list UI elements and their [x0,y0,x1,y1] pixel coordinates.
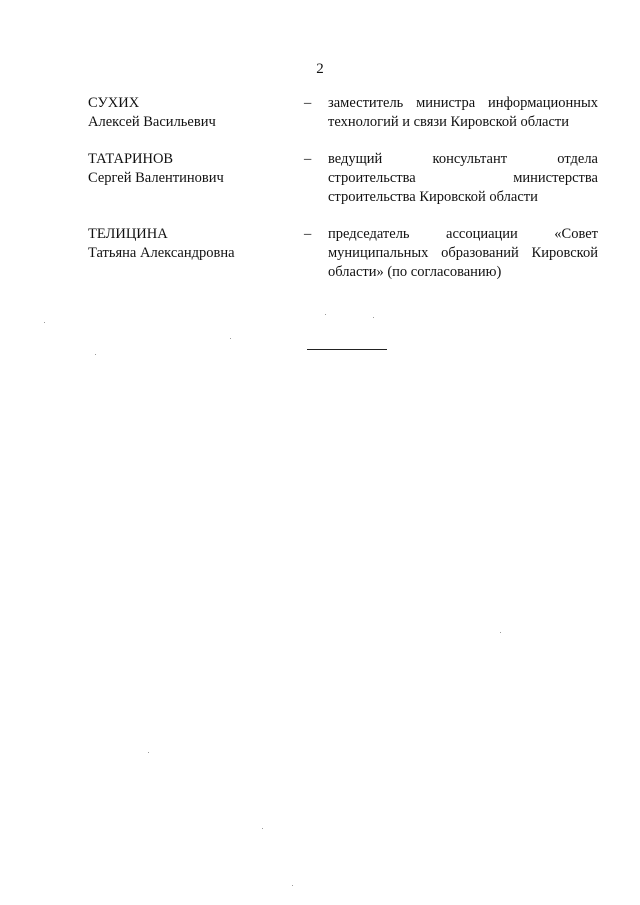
end-of-list-rule [307,349,387,350]
separator-dash: – [304,151,312,167]
member-surname: ТАТАРИНОВ [88,151,174,167]
member-name [88,225,288,263]
scan-speck [148,752,149,753]
member-position [328,94,598,132]
scan-speck [373,317,374,318]
member-given-names: Сергей Валентинович [88,170,224,186]
position-line: председатель ассоциации «Совет [328,226,598,242]
scan-speck [230,338,231,339]
scan-speck [95,354,96,355]
member-name [88,94,288,132]
position-line: строительства министерства [328,170,598,186]
position-line: заместитель министра информационных [328,95,598,111]
member-position [328,225,598,282]
position-line: строительства Кировской области [328,189,538,205]
member-given-names: Татьяна Александровна [88,245,235,261]
scan-speck [325,314,326,315]
scan-speck [292,885,293,886]
scan-speck [500,632,501,633]
member-given-names: Алексей Васильевич [88,114,216,130]
separator-dash: – [304,95,312,111]
position-line: муниципальных образований Кировской [328,245,598,261]
position-line: технологий и связи Кировской области [328,114,570,130]
member-position [328,150,598,207]
member-surname: СУХИХ [88,95,140,111]
scan-speck [44,322,45,323]
page-number: 2 [316,61,324,77]
separator-dash: – [304,226,312,242]
scan-speck [262,828,263,829]
member-surname: ТЕЛИЦИНА [88,226,168,242]
position-line: области» (по согласованию) [328,264,502,280]
member-name [88,150,288,188]
position-line: ведущий консультант отдела [328,151,598,167]
